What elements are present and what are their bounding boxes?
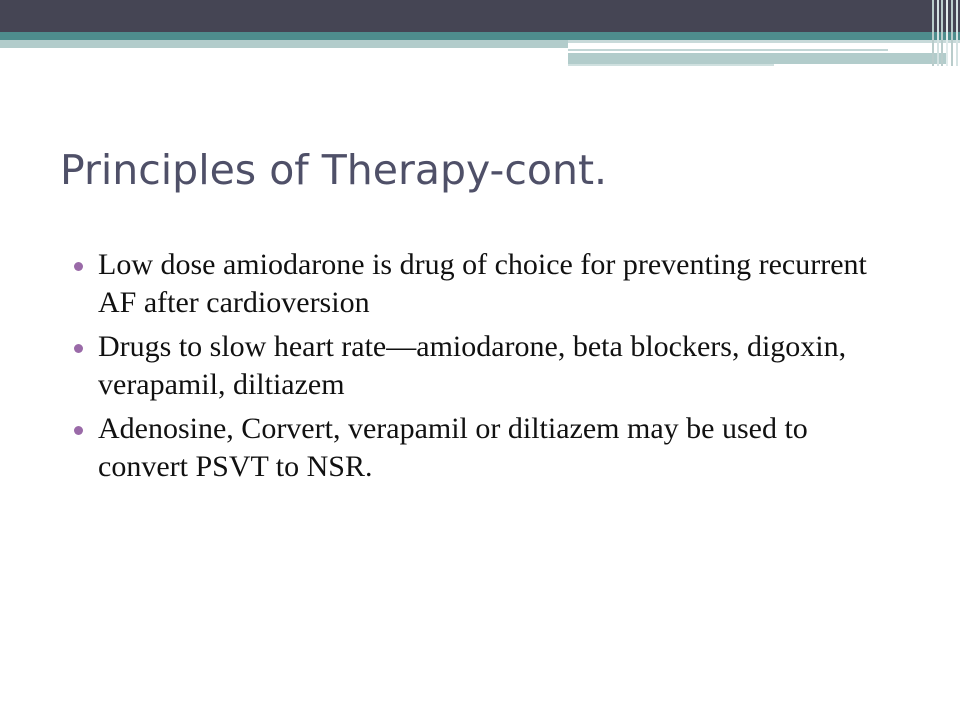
bullet-text: Drugs to slow heart rate—amiodarone, beta blockers, digoxin, verapamil, diltiazem: [98, 330, 847, 401]
header-band-stripe: [568, 49, 888, 51]
bullet-dot-icon: [74, 426, 83, 435]
header-band-light: [0, 40, 568, 48]
bullet-item: [70, 328, 900, 404]
header-band-dark: [0, 0, 960, 32]
bullet-text: Low dose amiodarone is drug of choice for preventing recurrent AF after cardioversion: [98, 248, 867, 319]
rail-line: [932, 0, 934, 66]
bullet-list: [70, 246, 900, 492]
rail-line: [937, 0, 939, 66]
bullet-item: [70, 410, 900, 486]
header-band-stripe: [568, 64, 774, 66]
header-rails-decoration: [930, 0, 960, 66]
rail-line: [951, 0, 953, 66]
bullet-dot-icon: [74, 262, 83, 271]
header-band-teal: [0, 32, 960, 40]
header-band-stripe: [568, 53, 948, 64]
header-band-stripe: [568, 40, 960, 43]
rail-line: [941, 0, 943, 66]
rail-line: [956, 0, 958, 66]
bullet-item: [70, 246, 900, 322]
bullet-dot-icon: [74, 344, 83, 353]
bullet-text: Adenosine, Corvert, verapamil or diltiazem may be used to convert PSVT to NSR.: [98, 412, 808, 483]
slide-title: Principles of Therapy-cont.: [60, 146, 608, 194]
rail-line: [946, 0, 948, 66]
